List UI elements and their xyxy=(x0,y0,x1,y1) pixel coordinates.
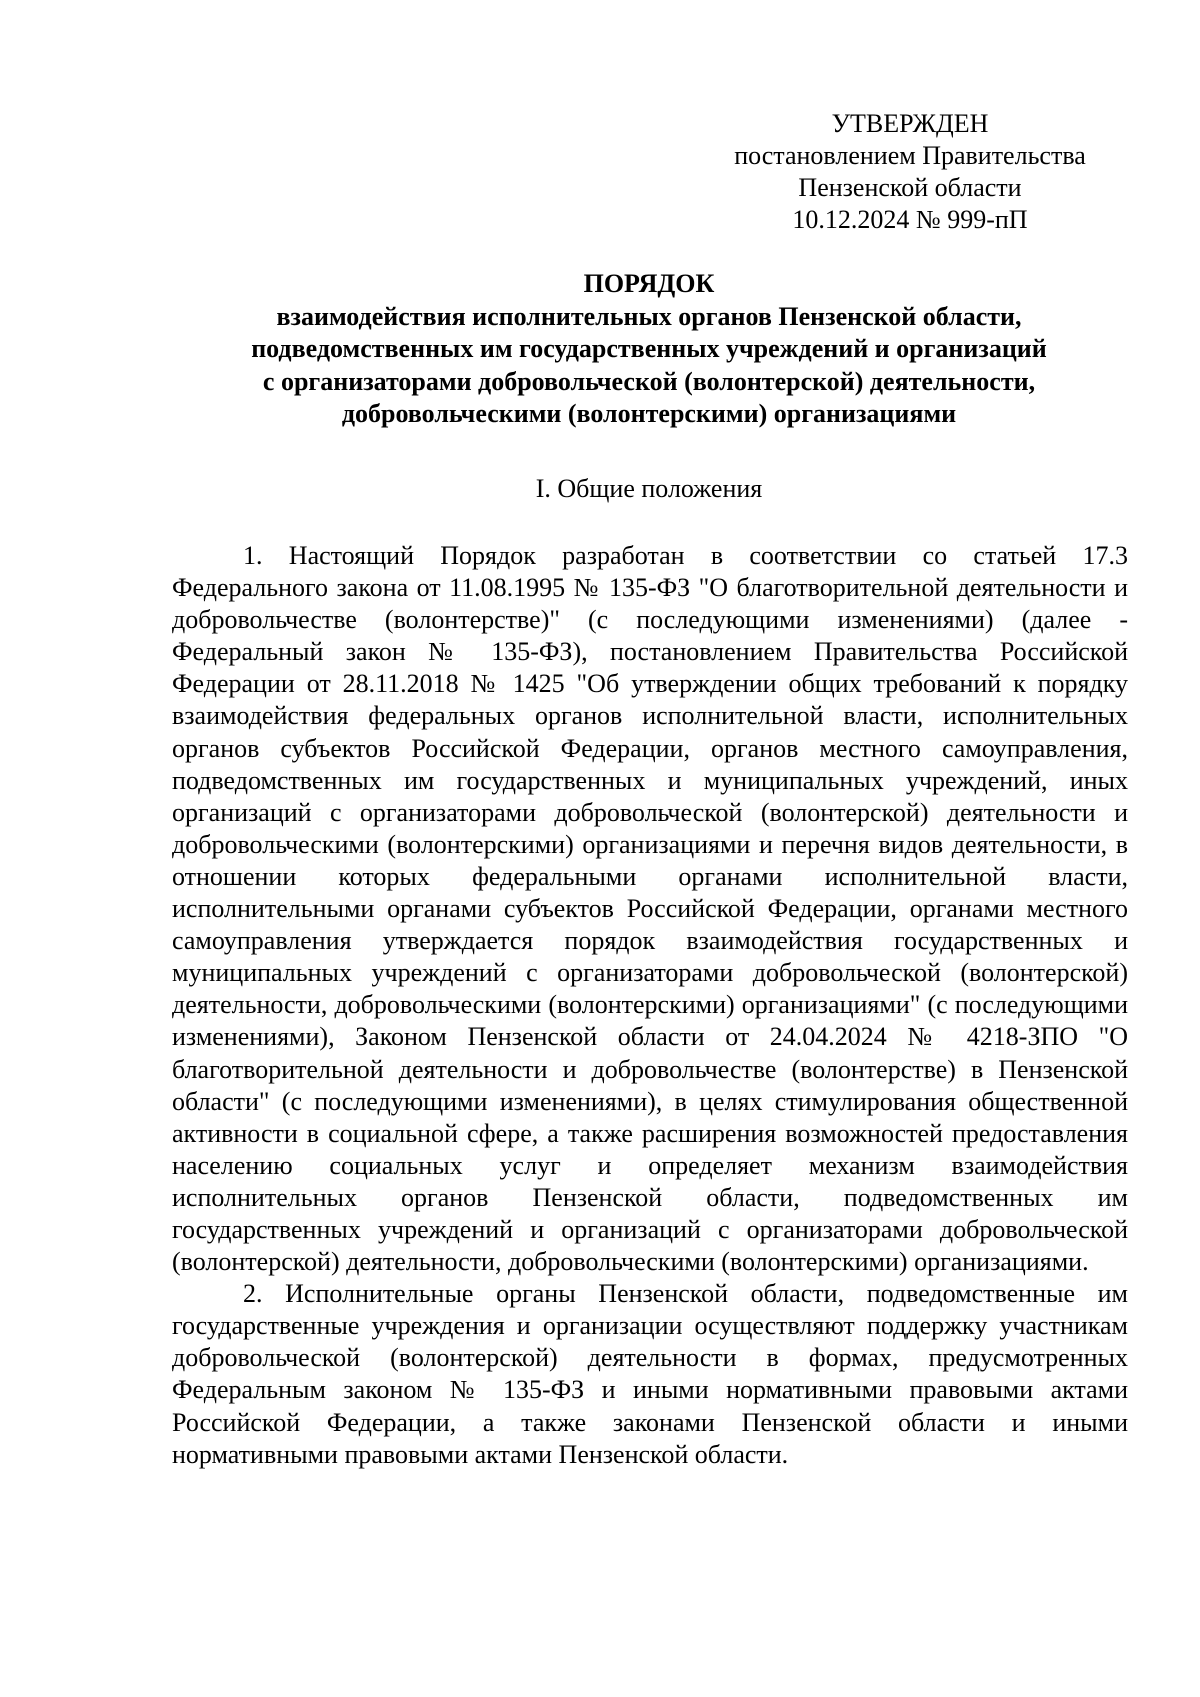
paragraph-1: 1. Настоящий Порядок разработан в соответствии со статьей 17.3 Федерального закона от 11.08.1995 № 135-ФЗ "О благотворительной деятельности и добровольчестве (волонтерстве)" (с последующими изменениями) (далее - Федеральный закон № 135-ФЗ), постановлением Правительства Российской Федерации от 28.11.2018 № 1425 "Об утверждении общих требований к порядку взаимодействия федеральных органов исполнительной власти, исполнительных органов субъектов Российской Федерации, органов местного самоуправления, подведомственных им государственных и муниципальных учреждений, иных организаций с организаторами добровольческой (волонтерской) деятельности и добровольческими (волонтерскими) организациями и перечня видов деятельности, в отношении которых федеральными органами исполнительной власти, исполнительными органами субъектов Российской Федерации, органами местного самоуправления утверждается порядок взаимодействия государственных и муниципальных учреждений с организаторами добровольческой (волонтерской) деятельности, добровольческими (волонтерскими) организациями" (с последующими изменениями), Законом Пензенской области от 24.04.2024 № 4218-ЗПО "О благотворительной деятельности и добровольчестве (волонтерстве) в Пензенской области" (с последующими изменениями), в целях стимулирования общественной активности в социальной сфере, а также расширения возможностей предоставления населению социальных услуг и определяет механизм взаимодействия исполнительных органов Пензенской области, подведомственных им государственных учреждений и организаций с организаторами добровольческой (волонтерской) деятельности, добровольческими (волонтерскими) организациями. xyxy=(172,541,1128,1277)
approval-authority: постановлением Правительства xyxy=(734,141,1086,170)
approval-status: УТВЕРЖДЕН xyxy=(831,109,989,138)
title-line: взаимодействия исполнительных органов Пензенской области, xyxy=(276,301,1022,331)
title-line: с организаторами добровольческой (волонтерской) деятельности, xyxy=(262,366,1036,396)
section-heading: I. Общие положения xyxy=(535,474,763,503)
title-line: подведомственных им государственных учреждений и организаций xyxy=(251,334,1047,363)
approval-date-number: 10.12.2024 № 999-пП xyxy=(792,205,1028,234)
approval-stamp xyxy=(690,108,1130,236)
document-body xyxy=(172,540,1128,1471)
paragraph-2: 2. Исполнительные органы Пензенской области, подведомственные им государственные учреждения и организации осуществляют поддержку участникам добровольческой (волонтерской) деятельности в формах, предусмотренных Федеральным законом № 135-ФЗ и иными нормативными правовыми актами Российской Федерации, а также законами Пензенской области и иными нормативными правовыми актами Пензенской области. xyxy=(172,1279,1128,1469)
title-line: добровольческими (волонтерскими) организациями xyxy=(341,399,957,428)
title-heading: ПОРЯДОК xyxy=(583,269,715,298)
document-title xyxy=(170,268,1128,431)
approval-region: Пензенской области xyxy=(798,173,1022,202)
